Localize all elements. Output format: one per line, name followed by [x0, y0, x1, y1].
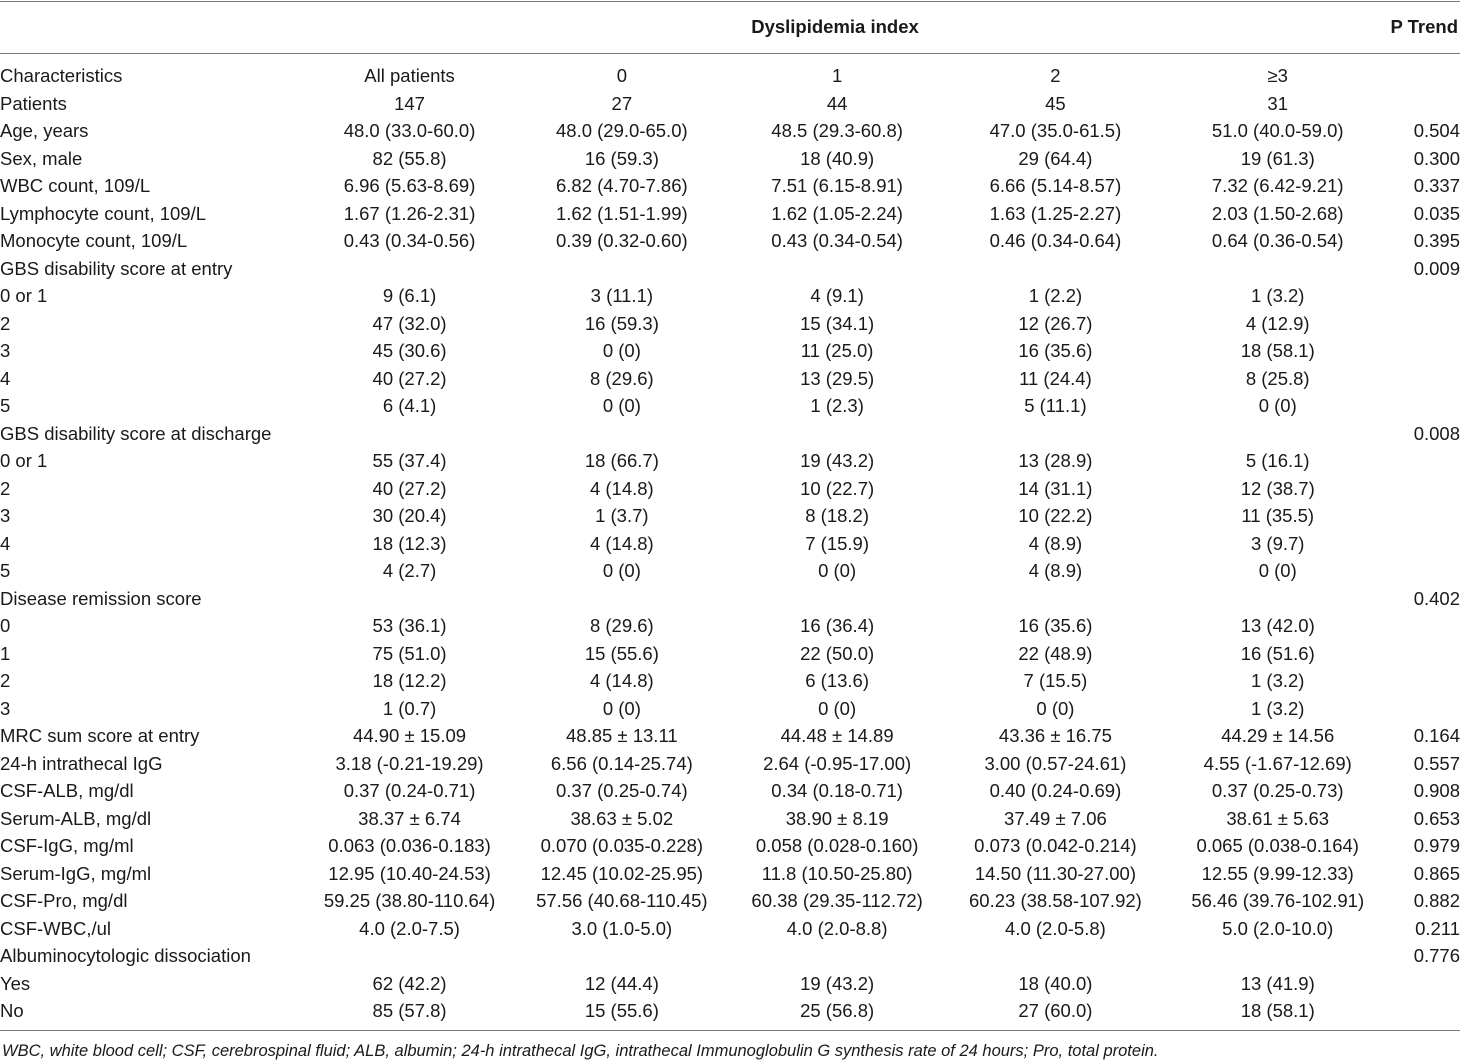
dyslipidemia-index-heading: Dyslipidemia index — [751, 16, 919, 37]
p-trend-cell: 0.557 — [1413, 752, 1460, 774]
index-2-cell: 27 (60.0) — [1018, 1000, 1093, 1021]
index-3plus-cell: 7.32 (6.42-9.21) — [1211, 175, 1344, 196]
p-trend-cell — [1374, 530, 1460, 558]
index-0-cell: 0 (0) — [602, 560, 641, 581]
index-2-cell: 4 (8.9) — [1028, 560, 1083, 581]
index-3plus-cell: 0 (0) — [1258, 560, 1297, 581]
index-1-cell: 19 (43.2) — [800, 972, 875, 994]
index-3plus-cell: 0.065 (0.038-0.164) — [1196, 835, 1359, 856]
index-3plus-cell: 12 (38.7) — [1240, 477, 1315, 499]
bottom-rule — [0, 1030, 1460, 1031]
table-row — [0, 612, 1460, 640]
all-patients-cell: 40 (27.2) — [372, 367, 447, 389]
all-patients-cell: 38.37 ± 6.74 — [358, 807, 461, 829]
table-row — [0, 777, 1460, 805]
p-trend-cell — [1374, 612, 1460, 640]
index-2-cell: 37.49 ± 7.06 — [1004, 807, 1107, 829]
table-row — [0, 530, 1460, 558]
index-2-cell — [929, 942, 1181, 970]
p-trend-cell — [1374, 667, 1460, 695]
p-trend-cell: 0.402 — [1413, 587, 1460, 609]
index-0-cell: 6.82 (4.70-7.86) — [556, 175, 688, 196]
table-row — [0, 970, 1460, 998]
p-trend-cell — [1374, 997, 1460, 1025]
all-patients-cell: 0.063 (0.036-0.183) — [328, 835, 491, 856]
p-trend-cell: 0.035 — [1413, 202, 1460, 224]
all-patients-cell: 44.90 ± 15.09 — [353, 725, 467, 746]
all-patients-cell — [320, 420, 498, 448]
row-label: 2 — [0, 477, 11, 499]
p-trend-cell: 0.653 — [1413, 807, 1460, 829]
table-row — [0, 447, 1460, 475]
table-row — [0, 145, 1460, 173]
index-0-cell — [499, 420, 745, 448]
index-0-cell: 6.56 (0.14-25.74) — [550, 752, 693, 774]
all-patients-cell: 12.95 (10.40-24.53) — [328, 862, 491, 884]
index-0-cell: 48.85 ± 13.11 — [566, 725, 678, 746]
index-1-cell — [745, 255, 929, 283]
index-0-cell: 0.37 (0.25-0.74) — [556, 780, 688, 801]
index-1-cell: 1 (2.3) — [810, 395, 864, 416]
index-2-cell: 18 (40.0) — [1018, 972, 1093, 994]
row-label: GBS disability score at entry — [0, 257, 233, 279]
table-row — [0, 887, 1460, 915]
p-trend-cell — [1374, 695, 1460, 723]
index-1-cell: 44 — [826, 92, 848, 114]
column-header: 2 — [1050, 65, 1061, 86]
index-0-cell: 38.63 ± 5.02 — [570, 807, 674, 829]
all-patients-cell — [320, 585, 498, 613]
all-patients-cell: 30 (20.4) — [372, 505, 447, 526]
index-2-cell: 0 (0) — [1036, 697, 1075, 719]
index-0-cell: 0 (0) — [602, 395, 641, 416]
table-row — [0, 365, 1460, 393]
column-header — [1374, 62, 1460, 90]
p-trend-cell — [1374, 640, 1460, 668]
index-0-cell: 27 — [611, 92, 633, 114]
index-0-cell — [499, 585, 745, 613]
index-0-cell: 48.0 (29.0-65.0) — [556, 120, 688, 141]
p-trend-cell: 0.300 — [1413, 147, 1460, 169]
index-2-cell: 12 (26.7) — [1018, 312, 1093, 334]
row-label: Serum-ALB, mg/dl — [0, 807, 152, 829]
index-2-cell: 6.66 (5.14-8.57) — [989, 175, 1122, 196]
index-3plus-cell: 16 (51.6) — [1240, 642, 1315, 664]
all-patients-cell: 4 (2.7) — [382, 560, 437, 581]
index-3plus-cell: 1 (3.2) — [1250, 670, 1305, 691]
index-1-cell: 48.5 (29.3-60.8) — [771, 120, 903, 141]
index-3plus-cell: 13 (41.9) — [1240, 972, 1315, 994]
all-patients-cell: 59.25 (38.80-110.64) — [323, 890, 496, 911]
table-row — [0, 227, 1460, 255]
p-trend-cell — [1374, 282, 1460, 310]
index-1-cell: 38.90 ± 8.19 — [785, 807, 889, 829]
index-3plus-cell: 4 (12.9) — [1245, 312, 1310, 334]
index-0-cell: 0 (0) — [602, 340, 641, 361]
row-label: CSF-ALB, mg/dl — [0, 780, 134, 801]
all-patients-cell: 48.0 (33.0-60.0) — [343, 120, 476, 141]
index-0-cell: 0 (0) — [602, 697, 641, 719]
table-row — [0, 750, 1460, 778]
index-2-cell: 1.63 (1.25-2.27) — [989, 202, 1122, 224]
index-0-cell: 4 (14.8) — [589, 477, 654, 499]
table-row — [0, 282, 1460, 310]
row-label: CSF-IgG, mg/ml — [0, 835, 134, 856]
row-label: Monocyte count, 109/L — [0, 230, 188, 251]
row-label: 0 or 1 — [0, 450, 48, 471]
all-patients-cell: 1 (0.7) — [382, 697, 437, 719]
index-2-cell: 16 (35.6) — [1018, 340, 1093, 361]
index-3plus-cell: 44.29 ± 14.56 — [1221, 725, 1335, 746]
p-trend-cell — [1374, 447, 1460, 475]
index-0-cell: 15 (55.6) — [584, 642, 659, 664]
index-1-cell: 18 (40.9) — [800, 147, 875, 169]
row-label: Serum-IgG, mg/ml — [0, 862, 152, 884]
index-3plus-cell: 18 (58.1) — [1240, 340, 1315, 361]
table-row — [0, 255, 1460, 283]
column-header: All patients — [364, 65, 455, 86]
index-2-cell: 43.36 ± 16.75 — [998, 725, 1112, 746]
row-label: No — [0, 1000, 24, 1021]
index-3plus-cell: 0 (0) — [1258, 395, 1297, 416]
index-1-cell: 11 (25.0) — [800, 340, 874, 361]
index-3plus-cell: 12.55 (9.99-12.33) — [1201, 862, 1354, 884]
index-2-cell — [929, 585, 1181, 613]
index-2-cell — [929, 420, 1181, 448]
row-label: Patients — [0, 92, 67, 114]
column-header: Characteristics — [0, 65, 123, 86]
index-1-cell — [745, 942, 929, 970]
p-trend-cell: 0.211 — [1415, 917, 1460, 939]
table-row — [0, 392, 1460, 420]
all-patients-cell: 45 (30.6) — [372, 340, 447, 361]
index-3plus-cell: 3 (9.7) — [1250, 532, 1305, 554]
index-1-cell: 7.51 (6.15-8.91) — [771, 175, 903, 196]
index-2-cell: 0.40 (0.24-0.69) — [989, 780, 1122, 801]
all-patients-cell: 47 (32.0) — [372, 312, 447, 334]
index-3plus-cell: 31 — [1267, 92, 1288, 114]
header-rule — [0, 53, 1460, 54]
p-trend-cell — [1374, 365, 1460, 393]
index-1-cell — [745, 585, 929, 613]
table-row — [0, 942, 1460, 970]
characteristics-table — [0, 62, 1460, 1025]
table-row — [0, 585, 1460, 613]
all-patients-cell — [320, 255, 498, 283]
index-2-cell: 22 (48.9) — [1018, 642, 1093, 664]
index-1-cell: 44.48 ± 14.89 — [780, 725, 894, 746]
all-patients-cell: 55 (37.4) — [372, 450, 447, 471]
table-row — [0, 200, 1460, 228]
p-trend-cell — [1374, 557, 1460, 585]
p-trend-cell: 0.164 — [1413, 725, 1460, 746]
p-trend-cell — [1374, 502, 1460, 530]
all-patients-cell: 18 (12.2) — [372, 670, 447, 691]
row-label: 3 — [0, 340, 11, 361]
index-1-cell: 8 (18.2) — [805, 505, 869, 526]
index-2-cell: 14.50 (11.30-27.00) — [974, 862, 1136, 884]
index-2-cell: 11 (24.4) — [1019, 367, 1092, 389]
p-trend-heading: P Trend — [1390, 16, 1458, 37]
all-patients-cell: 147 — [394, 92, 425, 114]
index-1-cell: 7 (15.9) — [805, 532, 869, 554]
column-header: 1 — [831, 65, 843, 86]
index-2-cell — [929, 255, 1181, 283]
table-row — [0, 90, 1460, 118]
index-3plus-cell: 4.55 (-1.67-12.69) — [1203, 752, 1352, 774]
row-label: 0 — [0, 615, 11, 636]
index-2-cell: 60.23 (38.58-107.92) — [969, 890, 1142, 911]
table-row — [0, 310, 1460, 338]
row-label: CSF-WBC,/ul — [0, 917, 111, 939]
index-0-cell — [499, 255, 745, 283]
all-patients-cell: 62 (42.2) — [372, 972, 447, 994]
index-3plus-cell: 1 (3.2) — [1250, 697, 1305, 719]
index-0-cell: 15 (55.6) — [584, 1000, 659, 1021]
index-3plus-cell: 18 (58.1) — [1240, 1000, 1315, 1021]
index-0-cell: 3.0 (1.0-5.0) — [571, 917, 673, 939]
table-row — [0, 475, 1460, 503]
p-trend-cell: 0.882 — [1413, 890, 1460, 911]
index-3plus-cell: 5 (16.1) — [1245, 450, 1310, 471]
index-1-cell: 0.43 (0.34-0.54) — [771, 230, 903, 251]
row-label: MRC sum score at entry — [0, 725, 200, 746]
index-1-cell: 11.8 (10.50-25.80) — [761, 862, 913, 884]
table-row — [0, 805, 1460, 833]
index-3plus-cell: 8 (25.8) — [1245, 367, 1310, 389]
table-row — [0, 832, 1460, 860]
row-label: 3 — [0, 505, 11, 526]
index-0-cell: 57.56 (40.68-110.45) — [536, 890, 708, 911]
row-label: GBS disability score at discharge — [0, 422, 272, 444]
all-patients-cell: 18 (12.3) — [372, 532, 447, 554]
row-label: 0 or 1 — [0, 285, 48, 306]
top-rule — [0, 1, 1460, 2]
row-label: Albuminocytologic dissociation — [0, 945, 251, 966]
index-0-cell: 16 (59.3) — [584, 312, 659, 334]
p-trend-cell: 0.395 — [1413, 230, 1460, 251]
table-row — [0, 502, 1460, 530]
all-patients-cell: 6 (4.1) — [382, 395, 437, 416]
all-patients-cell: 6.96 (5.63-8.69) — [343, 175, 476, 196]
table-row — [0, 420, 1460, 448]
p-trend-cell: 0.865 — [1413, 862, 1460, 884]
all-patients-cell — [320, 942, 498, 970]
index-3plus-cell — [1182, 942, 1374, 970]
index-3plus-cell: 51.0 (40.0-59.0) — [1211, 120, 1344, 141]
all-patients-cell: 75 (51.0) — [372, 642, 447, 664]
index-0-cell — [499, 942, 745, 970]
index-2-cell: 29 (64.4) — [1018, 147, 1093, 169]
table-row — [0, 557, 1460, 585]
all-patients-cell: 85 (57.8) — [372, 1000, 447, 1021]
row-label: Age, years — [0, 120, 89, 141]
row-label: 3 — [0, 697, 11, 719]
index-0-cell: 4 (14.8) — [589, 532, 654, 554]
p-trend-cell: 0.979 — [1413, 835, 1460, 856]
index-1-cell: 0.058 (0.028-0.160) — [755, 835, 919, 856]
row-label: 2 — [0, 670, 11, 691]
row-label: WBC count, 109/L — [0, 175, 151, 196]
index-1-cell: 16 (36.4) — [800, 615, 875, 636]
p-trend-cell — [1374, 392, 1460, 420]
index-0-cell: 4 (14.8) — [589, 670, 654, 691]
index-0-cell: 12 (44.4) — [584, 972, 659, 994]
index-1-cell: 15 (34.1) — [800, 312, 875, 334]
index-3plus-cell: 38.61 ± 5.63 — [1226, 807, 1330, 829]
table-row — [0, 695, 1460, 723]
index-0-cell: 1 (3.7) — [595, 505, 649, 526]
index-0-cell: 18 (66.7) — [584, 450, 659, 471]
index-0-cell: 0.39 (0.32-0.60) — [556, 230, 688, 251]
index-3plus-cell — [1182, 255, 1374, 283]
p-trend-cell — [1374, 337, 1460, 365]
index-3plus-cell: 1 (3.2) — [1250, 285, 1305, 306]
index-0-cell: 8 (29.6) — [589, 615, 654, 636]
index-1-cell: 25 (56.8) — [800, 1000, 875, 1021]
all-patients-cell: 0.37 (0.24-0.71) — [343, 780, 476, 801]
index-3plus-cell — [1182, 420, 1374, 448]
index-2-cell: 14 (31.1) — [1018, 477, 1093, 499]
index-2-cell: 7 (15.5) — [1023, 670, 1088, 691]
index-2-cell: 10 (22.2) — [1018, 505, 1093, 526]
index-0-cell: 1.62 (1.51-1.99) — [556, 202, 688, 224]
index-2-cell: 4.0 (2.0-5.8) — [1005, 917, 1106, 939]
index-3plus-cell: 2.03 (1.50-2.68) — [1211, 202, 1344, 224]
all-patients-cell: 1.67 (1.26-2.31) — [343, 202, 476, 224]
index-2-cell: 16 (35.6) — [1018, 615, 1093, 636]
p-trend-cell — [1374, 475, 1460, 503]
column-header: 0 — [616, 65, 627, 86]
p-trend-cell: 0.009 — [1413, 257, 1460, 279]
index-1-cell: 2.64 (-0.95-17.00) — [763, 752, 912, 774]
index-1-cell: 10 (22.7) — [800, 477, 875, 499]
index-1-cell: 13 (29.5) — [800, 367, 875, 389]
index-1-cell: 19 (43.2) — [800, 450, 875, 471]
row-label: 4 — [0, 367, 11, 389]
index-0-cell: 16 (59.3) — [584, 147, 659, 169]
index-3plus-cell: 0.37 (0.25-0.73) — [1211, 780, 1344, 801]
index-1-cell: 6 (13.6) — [805, 670, 869, 691]
row-label: Sex, male — [0, 147, 83, 169]
row-label: 1 — [0, 642, 11, 664]
index-1-cell: 22 (50.0) — [800, 642, 875, 664]
index-2-cell: 0.46 (0.34-0.64) — [989, 230, 1122, 251]
table-row — [0, 997, 1460, 1025]
index-2-cell: 4 (8.9) — [1028, 532, 1083, 554]
table-row — [0, 640, 1460, 668]
column-header-row — [0, 62, 1460, 90]
row-label: 5 — [0, 395, 11, 416]
table-row — [0, 117, 1460, 145]
row-label: Yes — [0, 972, 31, 994]
all-patients-cell: 82 (55.8) — [372, 147, 447, 169]
index-2-cell: 3.00 (0.57-24.61) — [984, 752, 1127, 774]
table-body — [0, 62, 1460, 1025]
table-row — [0, 337, 1460, 365]
index-2-cell: 5 (11.1) — [1024, 395, 1087, 416]
index-1-cell: 0 (0) — [818, 697, 857, 719]
index-3plus-cell: 56.46 (39.76-102.91) — [1191, 890, 1365, 911]
all-patients-cell: 3.18 (-0.21-19.29) — [335, 752, 484, 774]
column-header: ≥3 — [1267, 65, 1288, 86]
table-footnote: WBC, white blood cell; CSF, cerebrospinal fluid; ALB, albumin; 24-h intrathecal IgG, intrathecal Immunoglobulin G synthesis rate of 24 hours; Pro, total protein. — [2, 1042, 1159, 1060]
index-2-cell: 13 (28.9) — [1018, 450, 1093, 471]
table-row — [0, 860, 1460, 888]
index-3plus-cell: 13 (42.0) — [1240, 615, 1315, 636]
table-row — [0, 915, 1460, 943]
index-2-cell: 1 (2.2) — [1028, 285, 1083, 306]
index-1-cell: 60.38 (29.35-112.72) — [751, 890, 923, 911]
index-2-cell: 0.073 (0.042-0.214) — [974, 835, 1137, 856]
row-label: 2 — [0, 312, 11, 334]
index-3plus-cell: 5.0 (2.0-10.0) — [1222, 917, 1334, 939]
all-patients-cell: 40 (27.2) — [372, 477, 447, 499]
index-3plus-cell: 0.64 (0.36-0.54) — [1211, 230, 1344, 251]
p-trend-cell: 0.908 — [1413, 780, 1460, 801]
row-label: 4 — [0, 532, 11, 554]
index-0-cell: 0.070 (0.035-0.228) — [540, 835, 704, 856]
index-3plus-cell: 19 (61.3) — [1240, 147, 1315, 169]
p-trend-cell — [1374, 90, 1460, 118]
index-0-cell: 8 (29.6) — [589, 367, 654, 389]
index-1-cell — [745, 420, 929, 448]
row-label: Disease remission score — [0, 587, 202, 609]
all-patients-cell: 4.0 (2.0-7.5) — [359, 917, 460, 939]
index-2-cell: 45 — [1045, 92, 1066, 114]
index-1-cell: 4 (9.1) — [810, 285, 864, 306]
index-0-cell: 12.45 (10.02-25.95) — [540, 862, 704, 884]
all-patients-cell: 53 (36.1) — [372, 615, 447, 636]
p-trend-cell: 0.776 — [1413, 945, 1460, 966]
row-label: 24-h intrathecal IgG — [0, 752, 163, 774]
index-2-cell: 47.0 (35.0-61.5) — [989, 120, 1122, 141]
index-1-cell: 1.62 (1.05-2.24) — [771, 202, 903, 224]
p-trend-cell: 0.008 — [1413, 422, 1460, 444]
table-row — [0, 722, 1460, 750]
index-3plus-cell: 11 (35.5) — [1241, 505, 1315, 526]
p-trend-cell — [1374, 310, 1460, 338]
p-trend-cell: 0.504 — [1413, 120, 1460, 141]
index-0-cell: 3 (11.1) — [590, 285, 654, 306]
index-1-cell: 4.0 (2.0-8.8) — [786, 917, 888, 939]
table-row — [0, 667, 1460, 695]
row-label: Lymphocyte count, 109/L — [0, 202, 207, 224]
all-patients-cell: 9 (6.1) — [382, 285, 437, 306]
p-trend-cell — [1374, 970, 1460, 998]
all-patients-cell: 0.43 (0.34-0.56) — [343, 230, 476, 251]
p-trend-cell: 0.337 — [1413, 175, 1460, 196]
row-label: 5 — [0, 560, 11, 581]
index-1-cell: 0.34 (0.18-0.71) — [771, 780, 903, 801]
index-1-cell: 0 (0) — [818, 560, 857, 581]
table-row — [0, 172, 1460, 200]
index-3plus-cell — [1182, 585, 1374, 613]
row-label: CSF-Pro, mg/dl — [0, 890, 128, 911]
